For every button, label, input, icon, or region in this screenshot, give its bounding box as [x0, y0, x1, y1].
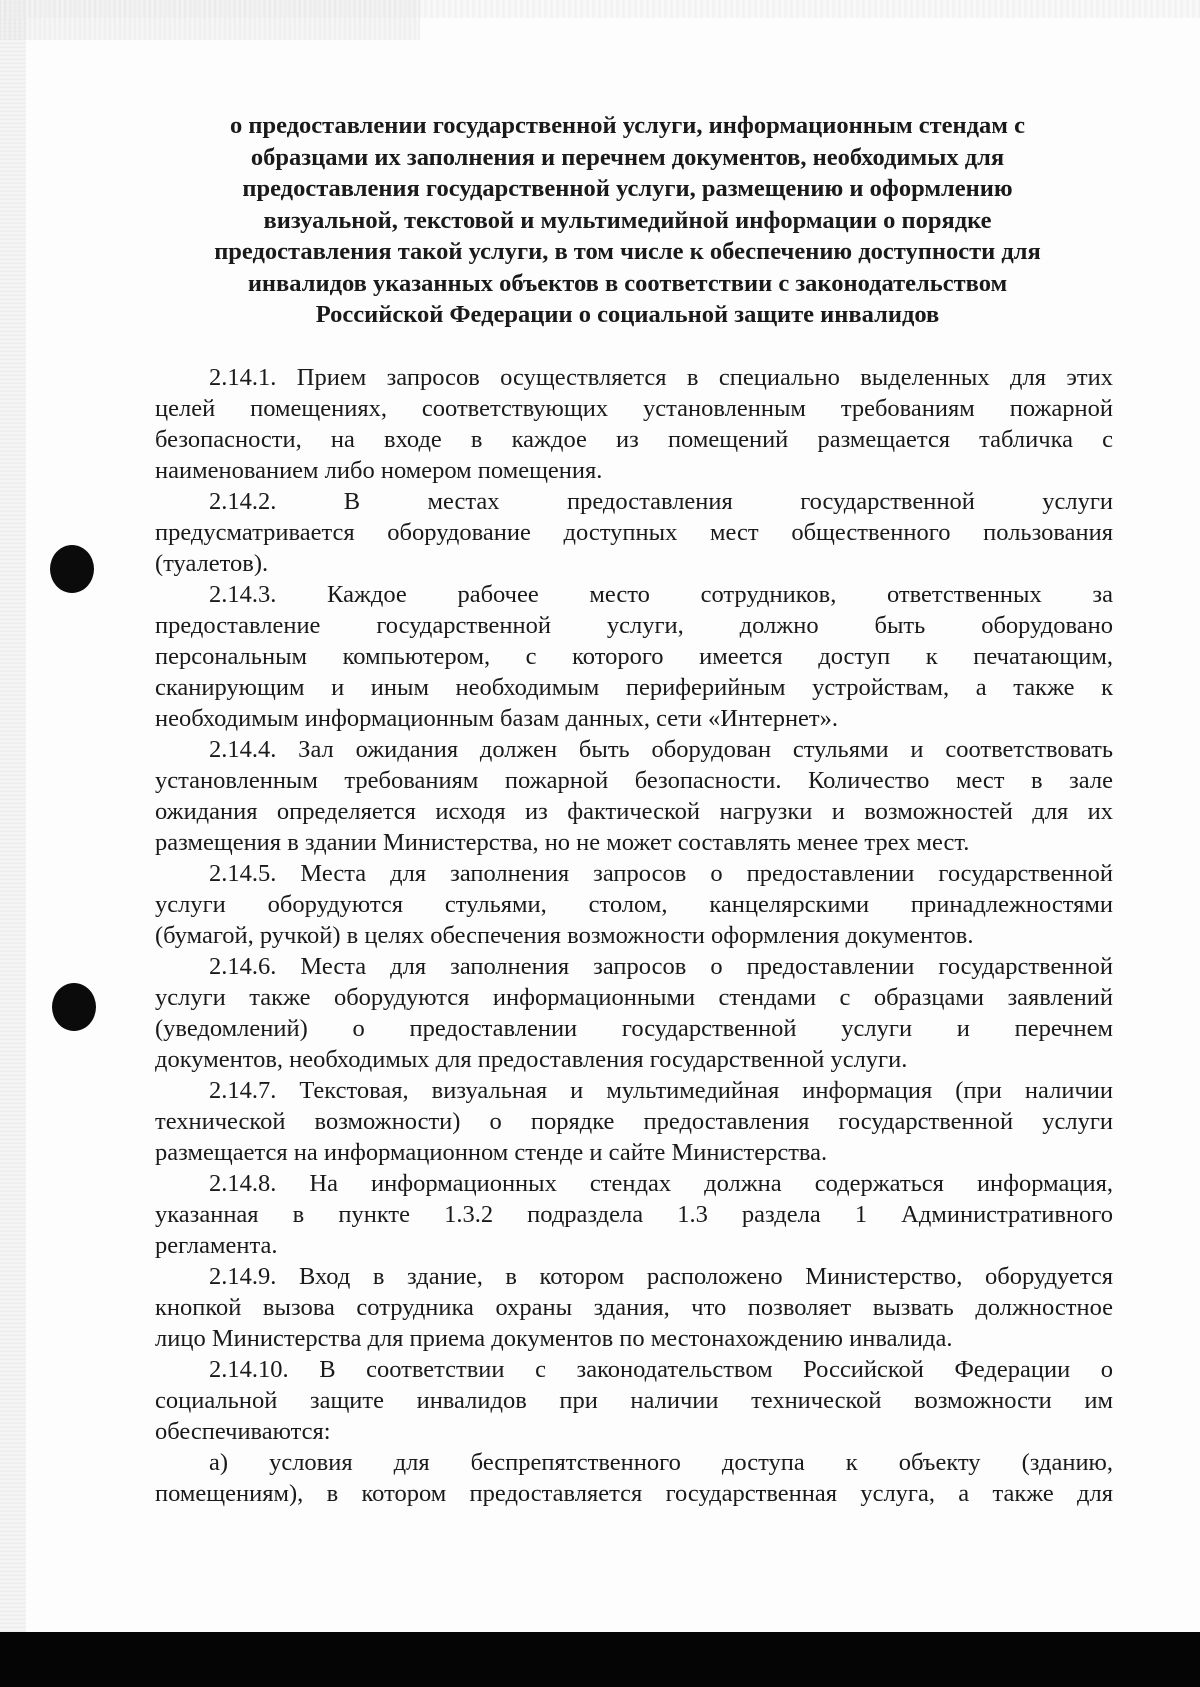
text-line: 2.14.6. Места для заполнения запросов о предоставлении государственной	[209, 953, 1113, 980]
text-line: услуги оборудуются стульями, столом, канцелярскими принадлежностями	[155, 891, 1113, 918]
text-line: 2.14.7. Текстовая, визуальная и мультимедийная информация (при наличии	[209, 1077, 1113, 1104]
text-line: лицо Министерства для приема документов по местонахождению инвалида.	[155, 1325, 953, 1352]
text-line: обеспечиваются:	[155, 1418, 331, 1445]
text-line: персональным компьютером, с которого имеется доступ к печатающим,	[155, 643, 1113, 670]
text-line: наименованием либо номером помещения.	[155, 457, 603, 484]
text-line: указанная в пункте 1.3.2 подраздела 1.3 раздела 1 Административного	[155, 1201, 1113, 1228]
paragraph-2-14-3	[155, 579, 1113, 734]
paragraph-2-14-8	[155, 1168, 1113, 1261]
scan-corner-noise	[0, 0, 420, 40]
heading-line: о предоставлении государственной услуги, информационным стендам с	[229, 112, 1025, 139]
paragraph-2-14-4	[155, 734, 1113, 858]
text-line: социальной защите инвалидов при наличии технической возможности им	[155, 1387, 1113, 1414]
heading-line: инвалидов указанных объектов в соответствии с законодательством	[247, 269, 1008, 297]
text-line: 2.14.2. В местах предоставления государственной услуги	[209, 488, 1113, 515]
text-line: (туалетов).	[155, 550, 269, 577]
text-line: 2.14.10. В соответствии с законодательством Российской Федерации о	[209, 1356, 1113, 1383]
text-line: документов, необходимых для предоставления государственной услуги.	[155, 1046, 908, 1073]
paragraph-2-14-9	[155, 1261, 1113, 1354]
text-line: 2.14.9. Вход в здание, в котором расположено Министерство, оборудуется	[209, 1263, 1113, 1290]
text-line: сканирующим и иным необходимым периферийным устройствам, а также к	[155, 674, 1113, 701]
text-line: (бумагой, ручкой) в целях обеспечения возможности оформления документов.	[155, 922, 974, 949]
text-line: предоставление государственной услуги, должно быть оборудовано	[155, 612, 1113, 639]
punch-hole-icon	[52, 983, 96, 1031]
paragraph-2-14-5	[155, 858, 1113, 951]
paragraph-2-14-10	[155, 1354, 1113, 1447]
text-line: 2.14.1. Прием запросов осуществляется в специально выделенных для этих	[209, 364, 1113, 391]
text-line: установленным требованиям пожарной безопасности. Количество мест в зале	[155, 767, 1113, 794]
text-line: кнопкой вызова сотрудника охраны здания, что позволяет вызвать должностное	[155, 1294, 1113, 1321]
text-line: услуги также оборудуются информационными стендами с образцами заявлений	[155, 984, 1113, 1011]
text-line: размещается на информационном стенде и сайте Министерства.	[155, 1139, 828, 1166]
text-line: (уведомлений) о предоставлении государственной услуги и перечнем	[155, 1015, 1113, 1042]
text-line: 2.14.8. На информационных стендах должна содержаться информация,	[209, 1170, 1113, 1197]
text-line: целей помещениях, соответствующих установленным требованиям пожарной	[155, 395, 1113, 422]
text-line: 2.14.5. Места для заполнения запросов о предоставлении государственной	[209, 860, 1113, 887]
paragraph-2-14-7	[155, 1075, 1113, 1168]
text-line: размещения в здании Министерства, но не может составлять менее трех мест.	[155, 829, 970, 856]
heading-line: предоставления государственной услуги, размещению и оформлению	[242, 175, 1013, 202]
section-heading	[140, 110, 1115, 331]
paragraph-2-14-6	[155, 951, 1113, 1075]
text-line: безопасности, на входе в каждое из помещений размещается табличка с	[155, 426, 1113, 453]
paragraph-item-a	[155, 1447, 1113, 1509]
scan-bottom-edge	[0, 1632, 1200, 1687]
text-line: 2.14.4. Зал ожидания должен быть оборудован стульями и соответствовать	[209, 736, 1113, 763]
text-line: технической возможности) о порядке предоставления государственной услуги	[155, 1108, 1113, 1135]
text-line: а) условия для беспрепятственного доступа к объекту (зданию,	[209, 1449, 1113, 1476]
text-line: необходимым информационным базам данных, сети «Интернет».	[155, 705, 839, 732]
text-line: ожидания определяется исходя из фактической нагрузки и возможностей для их	[155, 798, 1113, 825]
text-line: помещениям), в котором предоставляется государственная услуга, а также для	[155, 1480, 1113, 1507]
heading-line: образцами их заполнения и перечнем документов, необходимых для	[250, 143, 1005, 171]
paragraph-2-14-1	[155, 362, 1113, 486]
text-line: 2.14.3. Каждое рабочее место сотрудников, ответственных за	[209, 581, 1113, 608]
paragraph-2-14-2	[155, 486, 1113, 579]
heading-line: Российской Федерации о социальной защите инвалидов	[315, 301, 940, 328]
scan-edge-noise	[0, 0, 26, 1687]
punch-hole-icon	[50, 545, 94, 593]
heading-line: предоставления такой услуги, в том числе к обеспечению доступности для	[214, 238, 1041, 265]
heading-line: визуальной, текстовой и мультимедийной информации о порядке	[263, 206, 992, 234]
document-body	[155, 362, 1113, 1509]
text-line: предусматривается оборудование доступных мест общественного пользования	[155, 519, 1113, 546]
text-line: регламента.	[155, 1232, 278, 1259]
